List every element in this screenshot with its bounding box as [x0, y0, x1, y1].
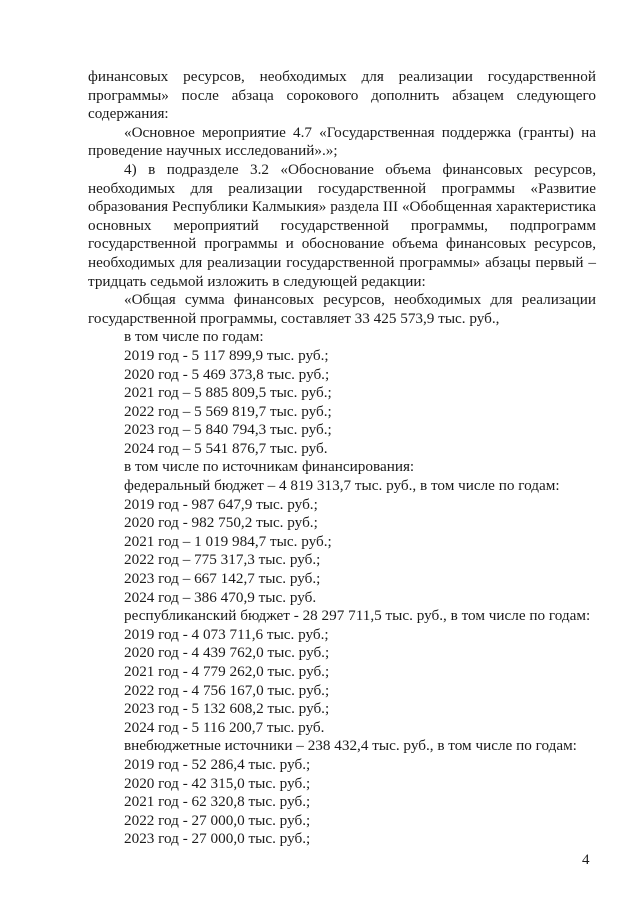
- republic-years-list: [88, 626, 596, 849]
- list-item: 2021 год – 1 019 984,7 тыс. руб.;: [124, 532, 332, 550]
- list-item: 2021 год - 4 779 262,0 тыс. руб.;: [124, 663, 330, 680]
- list-item: 2020 год - 5 469 373,8 тыс. руб.;: [124, 365, 330, 383]
- list-item: 2023 год – 5 840 794,3 тыс. руб.;: [124, 421, 332, 439]
- list-item: 2024 год – 386 470,9 тыс. руб.: [124, 588, 317, 606]
- paragraph-item-4: 4) в подразделе 3.2 «Обоснование объема финансовых ресурсов, необходимых для реализации государственной программы «Развитие образования Республики Калмыкия» раздела III «Обобщенная характеристика основных мероприятий государственной программы, подпрограмм государственной программы и обоснование объема финансовых ресурсов, необходимых для реализации государственной программы» абзацы первый – тридцать седьмой изложить в следующей редакции:: [88, 160, 596, 290]
- list-item: 2019 год - 52 286,4 тыс. руб.;: [124, 755, 311, 773]
- total-by-years-list: [88, 328, 596, 607]
- list-heading: в том числе по источникам финансирования:: [124, 458, 415, 476]
- list-item: 2023 год – 667 142,7 тыс. руб.;: [124, 570, 321, 588]
- list-item: 2024 год - 5 116 200,7 тыс. руб.: [124, 718, 325, 736]
- list-item: 2019 год - 987 647,9 тыс. руб.;: [124, 495, 318, 513]
- list-item: 2022 год - 27 000,0 тыс. руб.;: [124, 811, 311, 829]
- list-item: 2022 год – 775 317,3 тыс. руб.;: [124, 551, 321, 569]
- list-item: 2022 год - 4 756 167,0 тыс. руб.;: [124, 681, 330, 699]
- list-item: 2023 год - 27 000,0 тыс. руб.;: [124, 830, 311, 848]
- paragraph-republic-budget: республиканский бюджет - 28 297 711,5 тыс. руб., в том числе по годам:: [124, 607, 591, 625]
- list-item: 2020 год - 982 750,2 тыс. руб.;: [124, 514, 318, 532]
- list-heading: внебюджетные источники – 238 432,4 тыс. руб., в том числе по годам:: [124, 737, 577, 755]
- list-item: 2019 год - 5 117 899,9 тыс. руб.;: [124, 346, 329, 364]
- list-item: 2021 год – 5 885 809,5 тыс. руб.;: [124, 384, 332, 402]
- list-heading: федеральный бюджет – 4 819 313,7 тыс. руб., в том числе по годам:: [124, 477, 560, 495]
- list-item: 2019 год - 4 073 711,6 тыс. руб.;: [124, 625, 329, 643]
- paragraph-main-activity: «Основное мероприятие 4.7 «Государственная поддержка (гранты) на проведение научных исследований».»;: [88, 123, 596, 160]
- list-item: 2024 год – 5 541 876,7 тыс. руб.: [124, 439, 328, 457]
- list-item: 2023 год - 5 132 608,2 тыс. руб.;: [124, 700, 330, 718]
- list-item: 2021 год - 62 320,8 тыс. руб.;: [124, 793, 311, 811]
- list-heading: в том числе по годам:: [124, 328, 264, 346]
- list-item: 2020 год - 4 439 762,0 тыс. руб.;: [124, 644, 330, 662]
- document-body: [88, 68, 596, 849]
- page-number: 4: [582, 852, 590, 868]
- paragraph-continuation: финансовых ресурсов, необходимых для реализации государственной программы» после абзаца сорокового дополнить абзацем следующего содержания:: [88, 68, 596, 123]
- list-item: 2022 год – 5 569 819,7 тыс. руб.;: [124, 402, 332, 420]
- list-item: 2020 год - 42 315,0 тыс. руб.;: [124, 774, 311, 792]
- paragraph-total-sum: «Общая сумма финансовых ресурсов, необходимых для реализации государственной программы, составляет 33 425 573,9 тыс. руб.,: [88, 291, 596, 327]
